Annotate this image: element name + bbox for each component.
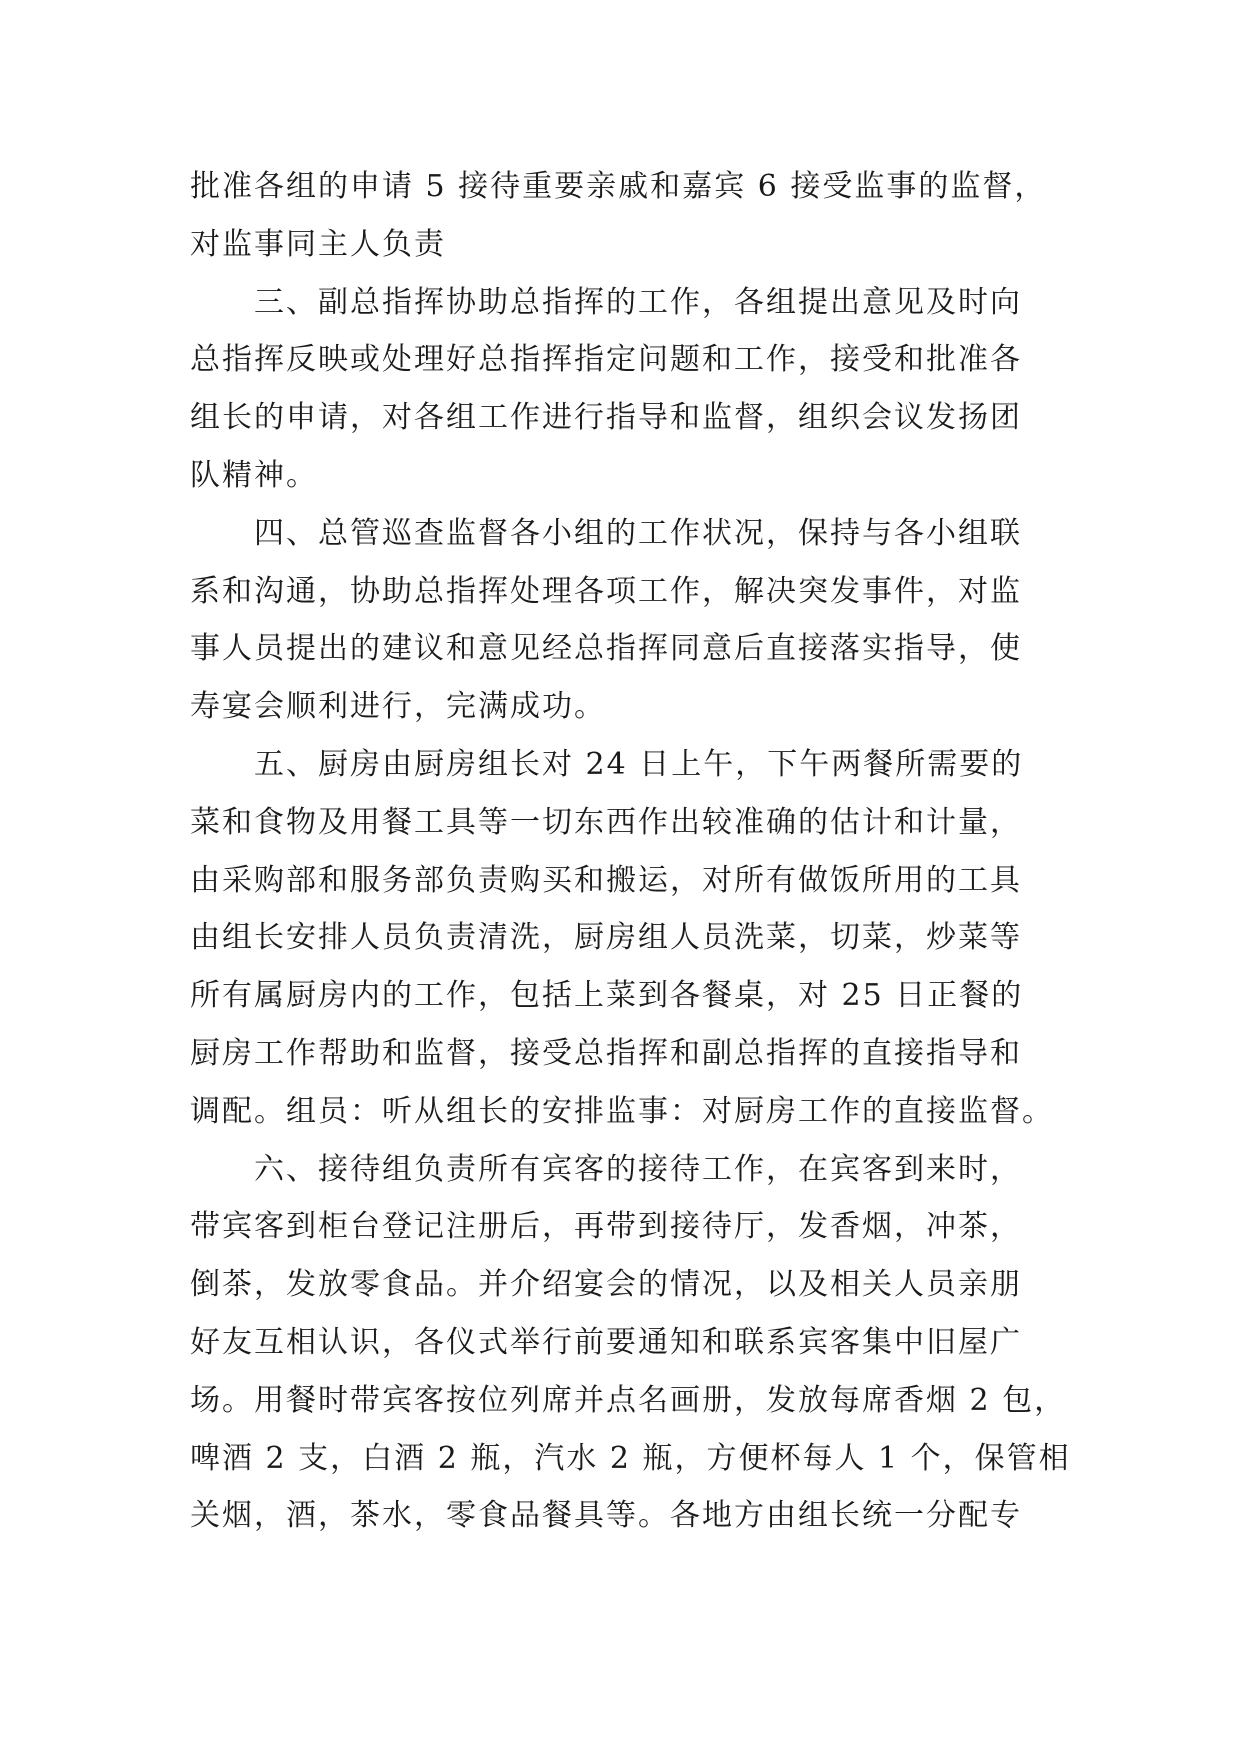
text-line: 所有属厨房内的工作，包括上菜到各餐桌，对 25 日正餐的 bbox=[190, 978, 1024, 1014]
text-line: 带宾客到柜台登记注册后，再带到接待厅，发香烟，冲茶， bbox=[190, 1209, 1022, 1245]
text-line: 调配。组员：听从组长的安排监事：对厨房工作的直接监督。 bbox=[190, 1093, 1054, 1129]
text-line: 寿宴会顺利进行，完满成功。 bbox=[190, 689, 606, 725]
document-body bbox=[190, 158, 1070, 1545]
paragraph-start-line: 六、接待组负责所有宾客的接待工作，在宾客到来时， bbox=[254, 1151, 1022, 1187]
text-line: 队精神。 bbox=[190, 457, 318, 493]
text-line: 由采购部和服务部负责购买和搬运，对所有做饭所用的工具 bbox=[190, 862, 1022, 898]
text-line: 啤酒 2 支，白酒 2 瓶，汽水 2 瓶，方便杯每人 1 个，保管相 bbox=[190, 1440, 1071, 1476]
text-line: 菜和食物及用餐工具等一切东西作出较准确的估计和计量， bbox=[190, 804, 1022, 840]
paragraph-start-line: 五、厨房由厨房组长对 24 日上午，下午两餐所需要的 bbox=[254, 746, 1024, 782]
text-line: 组长的申请，对各组工作进行指导和监督，组织会议发扬团 bbox=[190, 400, 1022, 436]
paragraph-start-line: 四、总管巡查监督各小组的工作状况，保持与各小组联 bbox=[254, 515, 1022, 551]
text-line: 倒茶，发放零食品。并介绍宴会的情况，以及相关人员亲朋 bbox=[190, 1267, 1022, 1303]
text-line: 批准各组的申请 5 接待重要亲戚和嘉宾 6 接受监事的监督， bbox=[190, 169, 1047, 204]
text-line: 厨房工作帮助和监督，接受总指挥和副总指挥的直接指导和 bbox=[190, 1035, 1022, 1071]
text-line: 系和沟通，协助总指挥处理各项工作，解决突发事件，对监 bbox=[190, 573, 1022, 609]
text-line: 好友互相认识，各仪式举行前要通知和联系宾客集中旧屋广 bbox=[190, 1324, 1022, 1360]
text-line: 场。用餐时带宾客按位列席并点名画册，发放每席香烟 2 包， bbox=[190, 1382, 1067, 1418]
paragraph-start-line: 三、副总指挥协助总指挥的工作，各组提出意见及时向 bbox=[254, 284, 1022, 320]
text-line: 对监事同主人负责 bbox=[190, 226, 446, 262]
text-line: 事人员提出的建议和意见经总指挥同意后直接落实指导，使 bbox=[190, 631, 1022, 667]
text-line: 关烟，酒，茶水，零食品餐具等。各地方由组长统一分配专 bbox=[190, 1498, 1022, 1534]
text-line: 总指挥反映或处理好总指挥指定问题和工作，接受和批准各 bbox=[190, 342, 1022, 378]
text-line: 由组长安排人员负责清洗，厨房组人员洗菜，切菜，炒菜等 bbox=[190, 920, 1022, 956]
